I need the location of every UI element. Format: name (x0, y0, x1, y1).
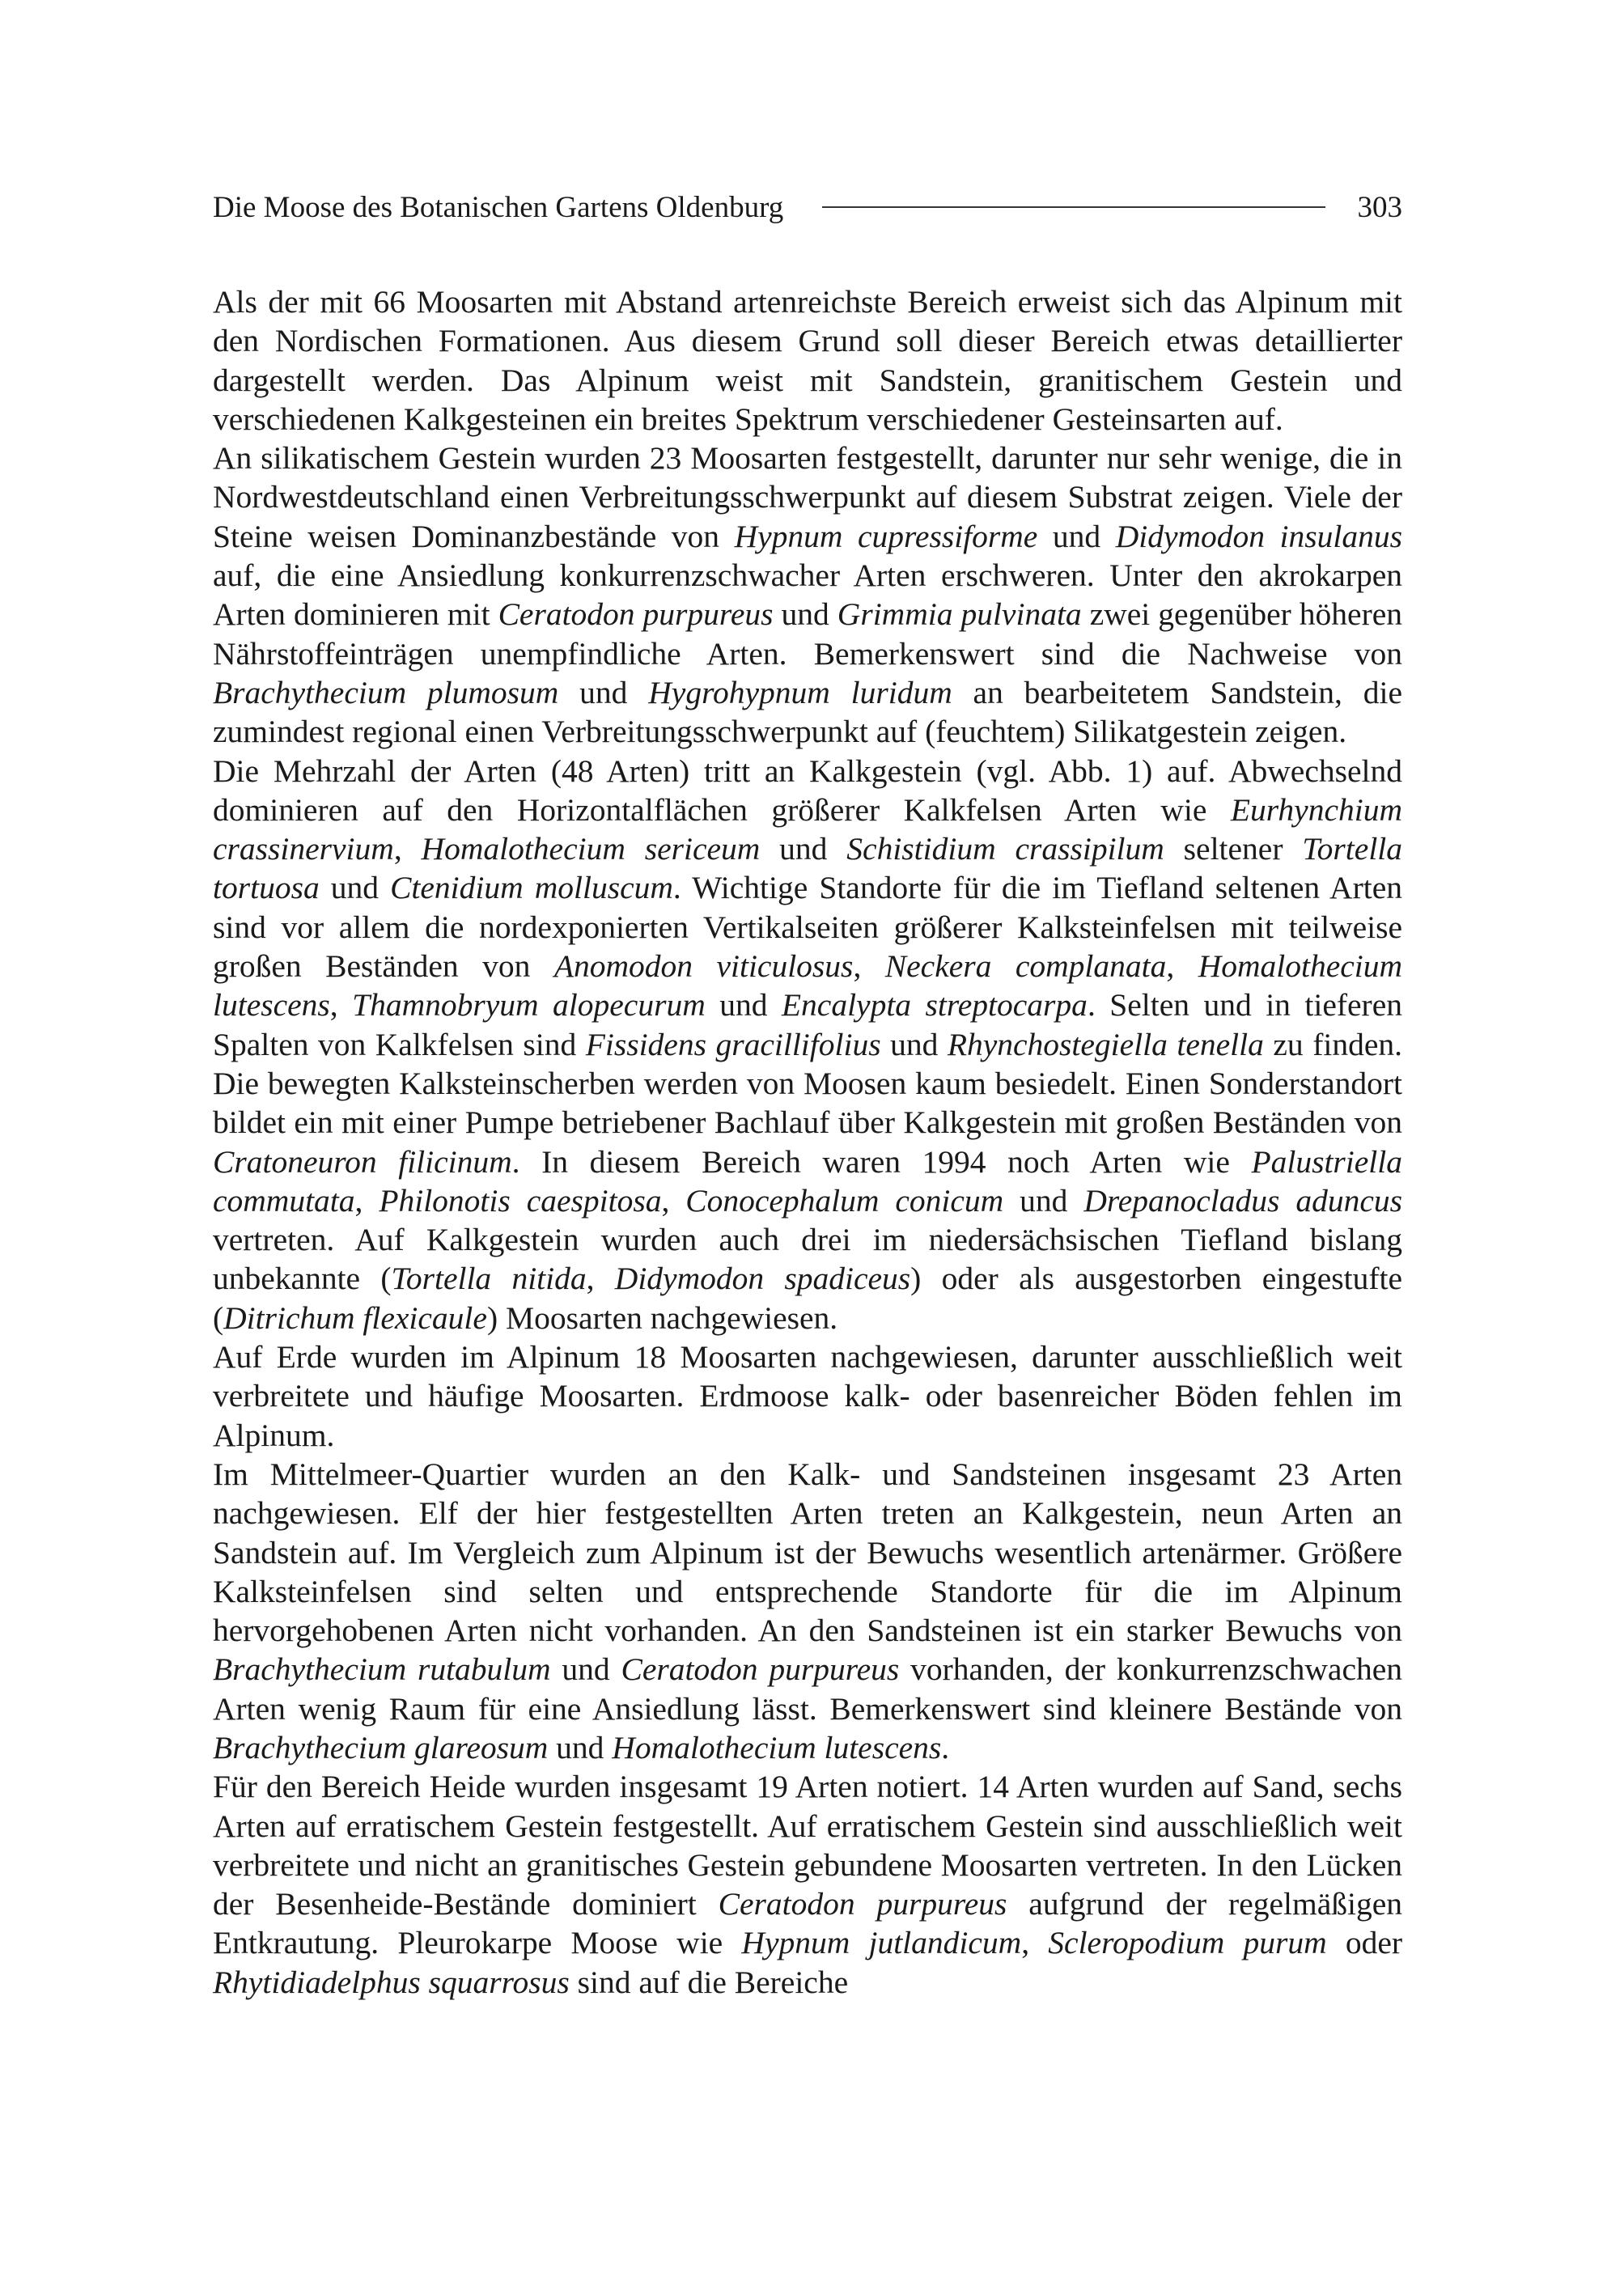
text-run: und (773, 596, 837, 633)
text-run: ) oder als ausgestorben eingestufte ( (213, 1261, 1403, 1336)
species-name: Thamnobryum alopecurum (352, 987, 706, 1024)
species-name: Ctenidium molluscum (390, 870, 673, 906)
text-run: , (354, 1182, 379, 1219)
text-run: und (558, 674, 649, 710)
text-run: auf, die eine Ansiedlung konkurrenzschwacher Arten erschweren. Unter den akrokarpen Arten dominieren mit (213, 557, 1402, 633)
text-run: sind auf die Bereiche (569, 1964, 849, 2000)
species-name: Homalothecium sericeum (421, 831, 761, 867)
text-run: ) Moosarten nachgewiesen. (486, 1299, 838, 1336)
body-text (213, 282, 1402, 2002)
species-name: Conocephalum conicum (685, 1182, 1004, 1219)
running-header (213, 184, 1402, 230)
text-run: Im Mittelmeer-Quartier wurden an den Kalk- und Sandsteinen insgesamt 23 Arten nachgewiesen. Elf der hier festgestellten Arten treten an Kalkgestein, neun Arten an Sandstein auf. Im Vergleich zum Alpinum ist der Bewuchs wesentlich artenärmer. Größere Kalksteinfelsen sind selten und entsprechende Standorte für die im Alpinum hervorgehobenen Arten nicht vorhanden. An den Sandsteinen ist ein starker Bewuchs von (213, 1456, 1402, 1649)
species-name: Brachythecium glareosum (213, 1729, 549, 1765)
text-run: zwei gegenüber höheren Nährstoffeinträgen unempfindliche Arten. Bemerkenswert sind die Nachweise von (213, 596, 1403, 672)
text-run: oder (1326, 1925, 1402, 1961)
species-name: Cratoneuron filicinum (213, 1143, 512, 1180)
species-name: Ditrichum flexicaule (223, 1299, 487, 1336)
text-run: zu finden. Die bewegten Kalksteinscherben werden von Moosen kaum besiedelt. Einen Sonderstandort bildet ein mit einer Pumpe betriebener Bachlauf über Kalkgestein mit großen Beständen von (213, 1026, 1402, 1141)
text-run: , (393, 831, 422, 867)
species-name: Brachythecium rutabulum (213, 1651, 551, 1688)
text-run: , (853, 948, 885, 985)
running-title: Die Moose des Botanischen Gartens Oldenburg (213, 190, 784, 224)
text-run: und (550, 1651, 621, 1688)
text-run: Als der mit 66 Moosarten mit Abstand artenreichste Bereich erweist sich das Alpinum mit den Nordischen Formationen. Aus diesem Grund soll dieser Bereich etwas detaillierter dargestellt werden. Das Alpinum weist mit Sandstein, granitischem Gestein und verschiedenen Kalkgesteinen ein breites Spektrum verschiedener Gesteinsarten auf. (213, 284, 1402, 437)
text-run: und (1037, 518, 1116, 554)
species-name: Homalothecium lutescens (213, 948, 1403, 1024)
text-run: An silikatischem Gestein wurden 23 Moosarten festgestellt, darunter nur sehr wenige, die in Nordwestdeutschland einen Verbreitungsschwerpunkt auf diesem Substrat zeigen. Viele der Steine weisen Dominanzbestände von (213, 440, 1402, 554)
text-run: und (880, 1026, 948, 1062)
text-run: aufgrund der regelmäßigen Entkrautung. Pleurokarpe Moose wie (213, 1886, 1403, 1961)
species-name: Hypnum jutlandicum (741, 1925, 1022, 1961)
species-name: Neckera complanata (884, 948, 1167, 985)
paragraph (213, 1337, 1402, 1455)
text-run: vorhanden, der konkurrenzschwachen Arten wenig Raum für eine Ansiedlung lässt. Bemerkenswert sind kleinere Bestände von (213, 1651, 1403, 1727)
species-name: Rhytidiadelphus squarrosus (213, 1964, 570, 2000)
species-name: Rhynchostegiella tenella (947, 1026, 1264, 1062)
text-run: und (705, 987, 782, 1024)
text-run: , (329, 987, 353, 1024)
species-name: Anomodon viticulosus (553, 948, 854, 985)
species-name: Tortella tortuosa (213, 831, 1403, 906)
paragraph (213, 439, 1402, 751)
species-name: Didymodon spadiceus (614, 1261, 911, 1297)
text-run: seltener (1164, 831, 1303, 867)
text-run: . (941, 1729, 950, 1765)
species-name: Palustriella commutata (213, 1143, 1402, 1219)
page-number: 303 (1357, 190, 1402, 224)
text-run: Für den Bereich Heide wurden insgesamt 19 Arten notiert. 14 Arten wurden auf Sand, sechs Arten auf erratischem Gestein festgestellt. Auf erratischem Gestein sind ausschließlich weit verbreitete und nicht an granitisches Gestein gebundene Moosarten vertreten. In den Lücken der Besenheide-Bestände dominiert (213, 1769, 1402, 1922)
species-name: Ceratodon purpureus (498, 596, 774, 633)
species-name: Philonotis caespitosa (379, 1182, 662, 1219)
text-run: . Wichtige Standorte für die im Tiefland seltenen Arten sind vor allem die nordexponierten Vertikalseiten größerer Kalksteinfelsen mit teilweise großen Beständen von (213, 870, 1402, 985)
species-name: Scleropodium purum (1048, 1925, 1327, 1961)
paragraph (213, 1455, 1402, 1767)
species-name: Grimmia pulvinata (837, 596, 1082, 633)
text-run: vertreten. Auf Kalkgestein wurden auch drei im niedersächsischen Tiefland bislang unbekannte ( (213, 1222, 1402, 1297)
species-name: Fissidens gracillifolius (585, 1026, 881, 1062)
species-name: Didymodon insulanus (1115, 518, 1403, 554)
text-run: Auf Erde wurden im Alpinum 18 Moosarten nachgewiesen, darunter ausschließlich weit verbreitete und häufige Moosarten. Erdmoose kalk- oder basenreicher Böden fehlen im Alpinum. (213, 1339, 1402, 1453)
text-run: , (1021, 1925, 1049, 1961)
species-name: Ceratodon purpureus (621, 1651, 900, 1688)
text-run: , (1166, 948, 1198, 985)
species-name: Drepanocladus aduncus (1083, 1182, 1402, 1219)
species-name: Ceratodon purpureus (718, 1886, 1007, 1922)
paragraph (213, 282, 1402, 439)
species-name: Tortella nitida (391, 1261, 587, 1297)
text-run: Die Mehrzahl der Arten (48 Arten) tritt an Kalkgestein (vgl. Abb. 1) auf. Abwechselnd dominieren auf den Horizontalflächen größerer Kalkfelsen Arten wie (213, 752, 1402, 828)
species-name: Hypnum cupressiforme (734, 518, 1038, 554)
text-run: , (661, 1182, 686, 1219)
paragraph (213, 1767, 1402, 2002)
species-name: Hygrohypnum luridum (648, 674, 952, 710)
species-name: Encalypta streptocarpa (781, 987, 1088, 1024)
text-run: . Selten und in tieferen Spalten von Kalkfelsen sind (213, 987, 1402, 1062)
header-rule (822, 206, 1325, 208)
species-name: Homalothecium lutescens (612, 1729, 942, 1765)
text-run: und (319, 870, 391, 906)
text-run: und (548, 1729, 613, 1765)
text-run: und (760, 831, 847, 867)
text-run: . In diesem Bereich waren 1994 noch Arten wie (511, 1143, 1252, 1180)
text-run: und (1003, 1182, 1084, 1219)
species-name: Brachythecium plumosum (213, 674, 559, 710)
text-run: an bearbeitetem Sandstein, die zumindest regional einen Verbreitungsschwerpunkt auf (feuchtem) Silikatgestein zeigen. (213, 674, 1403, 750)
species-name: Schistidium crassipilum (846, 831, 1164, 867)
text-run: , (586, 1261, 615, 1297)
paragraph (213, 752, 1402, 1337)
species-name: Eurhynchium crassinervium (213, 791, 1402, 867)
